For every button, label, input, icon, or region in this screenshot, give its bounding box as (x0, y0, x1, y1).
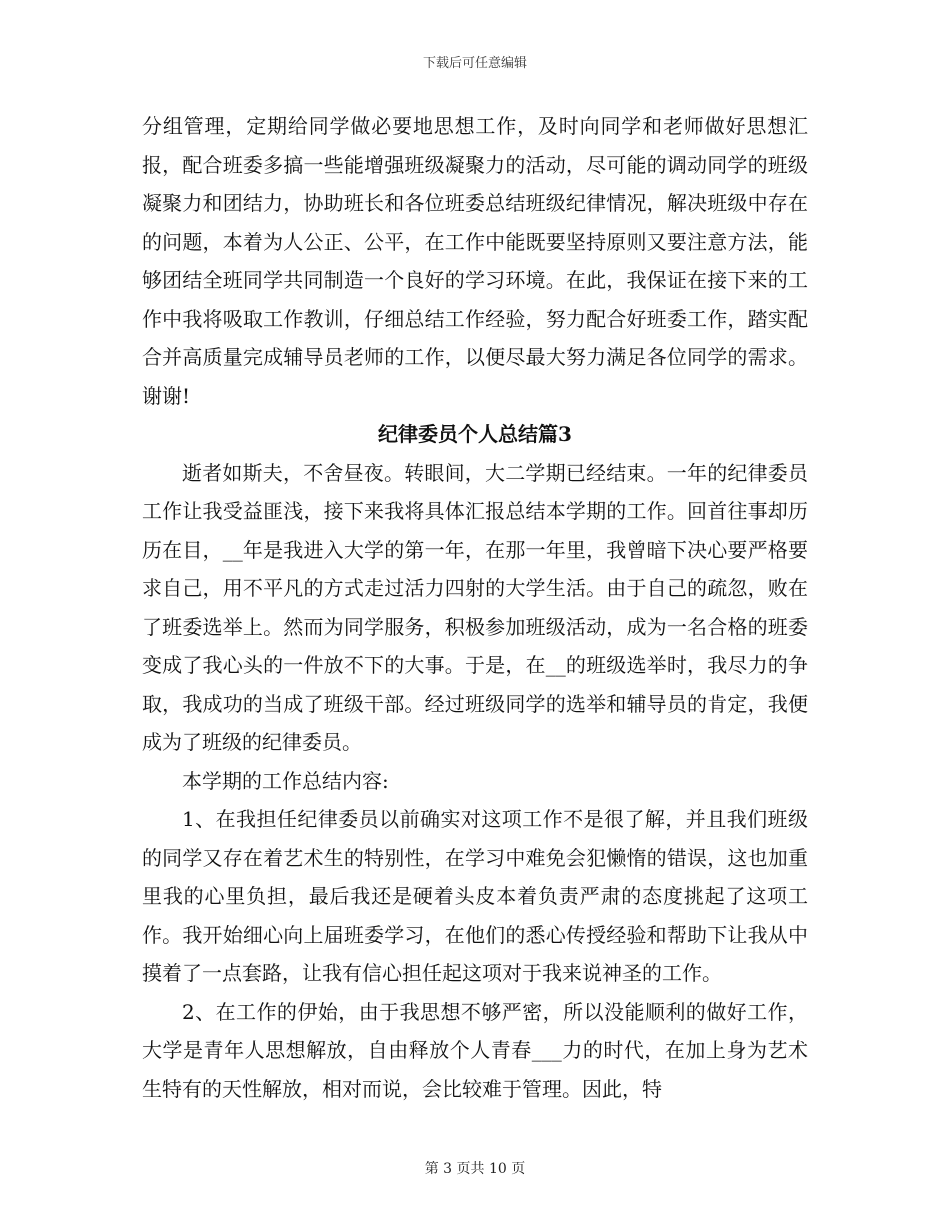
section-title: 纪律委员个人总结篇3 (378, 422, 572, 446)
paragraph-continued: 分组管理，定期给同学做必要地思想工作，及时向同学和老师做好思想汇报，配合班委多搞一些能增强班级凝聚力的活动，尽可能的调动同学的班级凝聚力和团结力，协助班长和各位班委总结班级纪律情况，解决班级中存在的问题，本着为人公正、公平，在工作中能既要坚持原则又要注意方法，能够团结全班同学共同制造一个良好的学习环境。在此，我保证在接下来的工作中我将吸取工作教训，仔细总结工作经验，努力配合好班委工作，踏实配合并高质量完成辅导员老师的工作，以便尽最大努力满足各位同学的需求。谢谢! (142, 114, 808, 408)
page-header: 下载后可任意编辑 (422, 56, 527, 71)
page-footer: 第 3 页共 10 页 (424, 1161, 526, 1177)
paragraph-summary-heading: 本学期的工作总结内容: (182, 768, 389, 793)
document-body (142, 107, 808, 1108)
paragraph-point-2: 2、在工作的伊始，由于我思想不够严密，所以没能顺利的做好工作，大学是青年人思想解放，自由释放个人青春___力的时代，在加上身为艺术生特有的天性解放，相对而说，会比较难于管理。因此，特 (142, 999, 808, 1101)
paragraph-point-1: 1、在我担任纪律委员以前确实对这项工作不是很了解，并且我们班级的同学又存在着艺术生的特别性，在学习中难免会犯懒惰的错误，这也加重里我的心里负担，最后我还是硬着头皮本着负责严肃的态度挑起了这项工作。我开始细心向上届班委学习，在他们的悉心传授经验和帮助下让我从中摸着了一点套路，让我有信心担任起这项对于我来说神圣的工作。 (142, 807, 808, 985)
paragraph-intro: 逝者如斯夫，不舍昼夜。转眼间，大二学期已经结束。一年的纪律委员工作让我受益匪浅，接下来我将具体汇报总结本学期的工作。回首往事却历历在目，__年是我进入大学的第一年，在那一年里，我曾暗下决心要严格要求自己，用不平凡的方式走过活力四射的大学生活。由于自己的疏忽，败在了班委选举上。然而为同学服务，积极参加班级活动，成为一名合格的班委变成了我心头的一件放不下的大事。于是，在__的班级选举时，我尽力的争取，我成功的当成了班级干部。经过班级同学的选举和辅导员的肯定，我便成为了班级的纪律委员。 (142, 460, 808, 754)
